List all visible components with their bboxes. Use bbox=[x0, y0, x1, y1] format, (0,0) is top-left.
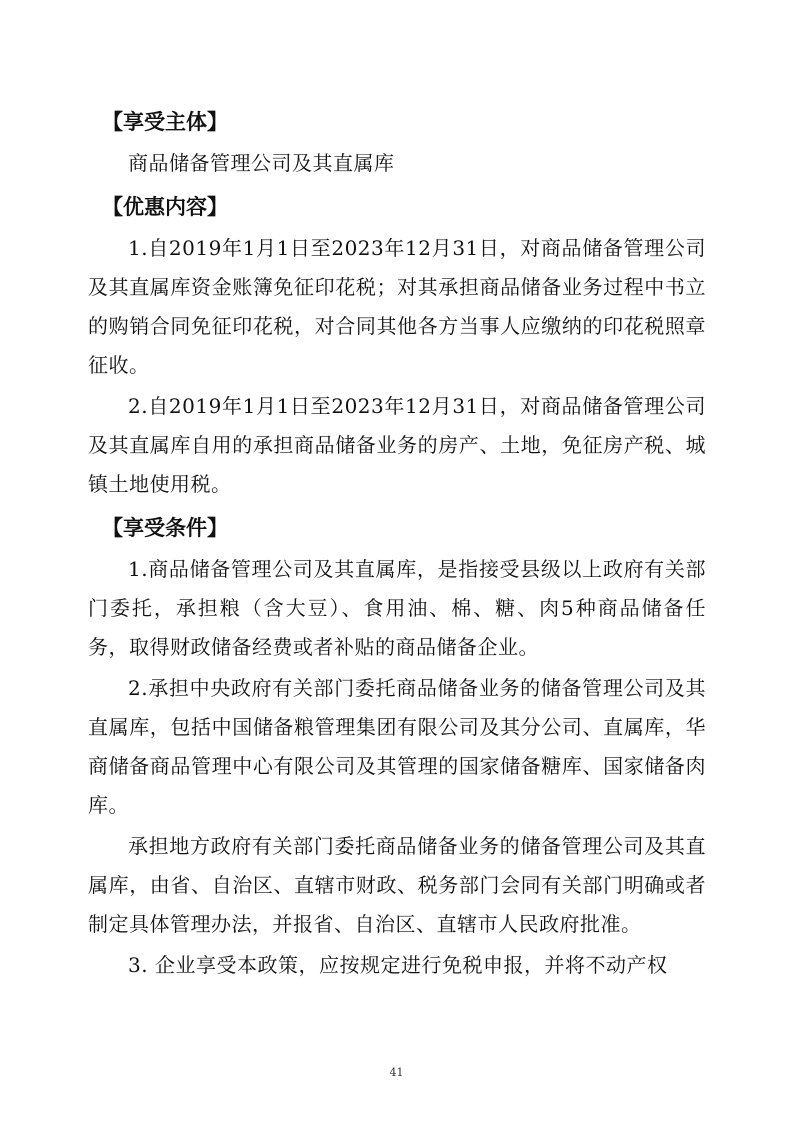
document-body bbox=[88, 100, 706, 987]
section-heading-conditions: 【享受条件】 bbox=[102, 516, 228, 540]
section-heading-subject: 【享受主体】 bbox=[102, 110, 228, 134]
paragraph: 2.自2019年1月1日至2023年12月31日，对商品储备管理公司及其直属库自用的承担商品储备业务的房产、土地，免征房产税、城镇土地使用税。 bbox=[88, 394, 706, 496]
paragraph: 2.承担中央政府有关部门委托商品储备业务的储备管理公司及其直属库，包括中国储备粮管理集团有限公司及其分公司、直属库，华商储备商品管理中心有限公司及其管理的国家储备糖库、国家储备肉库。 bbox=[88, 676, 706, 817]
paragraph: 承担地方政府有关部门委托商品储备业务的储备管理公司及其直属库，由省、自治区、直辖市财政、税务部门会同有关部门明确或者制定具体管理办法，并报省、自治区、直辖市人民政府批准。 bbox=[88, 834, 706, 936]
paragraph: 1.自2019年1月1日至2023年12月31日，对商品储备管理公司及其直属库资金账簿免征印花税；对其承担商品储备业务过程中书立的购销合同免征印花税，对合同其他各方当事人应缴纳的印花税照章征收。 bbox=[88, 236, 706, 377]
paragraph: 商品储备管理公司及其直属库 bbox=[128, 151, 395, 175]
paragraph: 3. 企业享受本政策，应按规定进行免税申报，并将不动产权 bbox=[128, 953, 668, 977]
paragraph: 1.商品储备管理公司及其直属库，是指接受县级以上政府有关部门委托，承担粮（含大豆）、食用油、棉、糖、肉5种商品储备任务，取得财政储备经费或者补贴的商品储备企业。 bbox=[88, 557, 706, 659]
section-heading-benefits: 【优惠内容】 bbox=[102, 195, 228, 219]
page-number: 41 bbox=[389, 1066, 404, 1079]
